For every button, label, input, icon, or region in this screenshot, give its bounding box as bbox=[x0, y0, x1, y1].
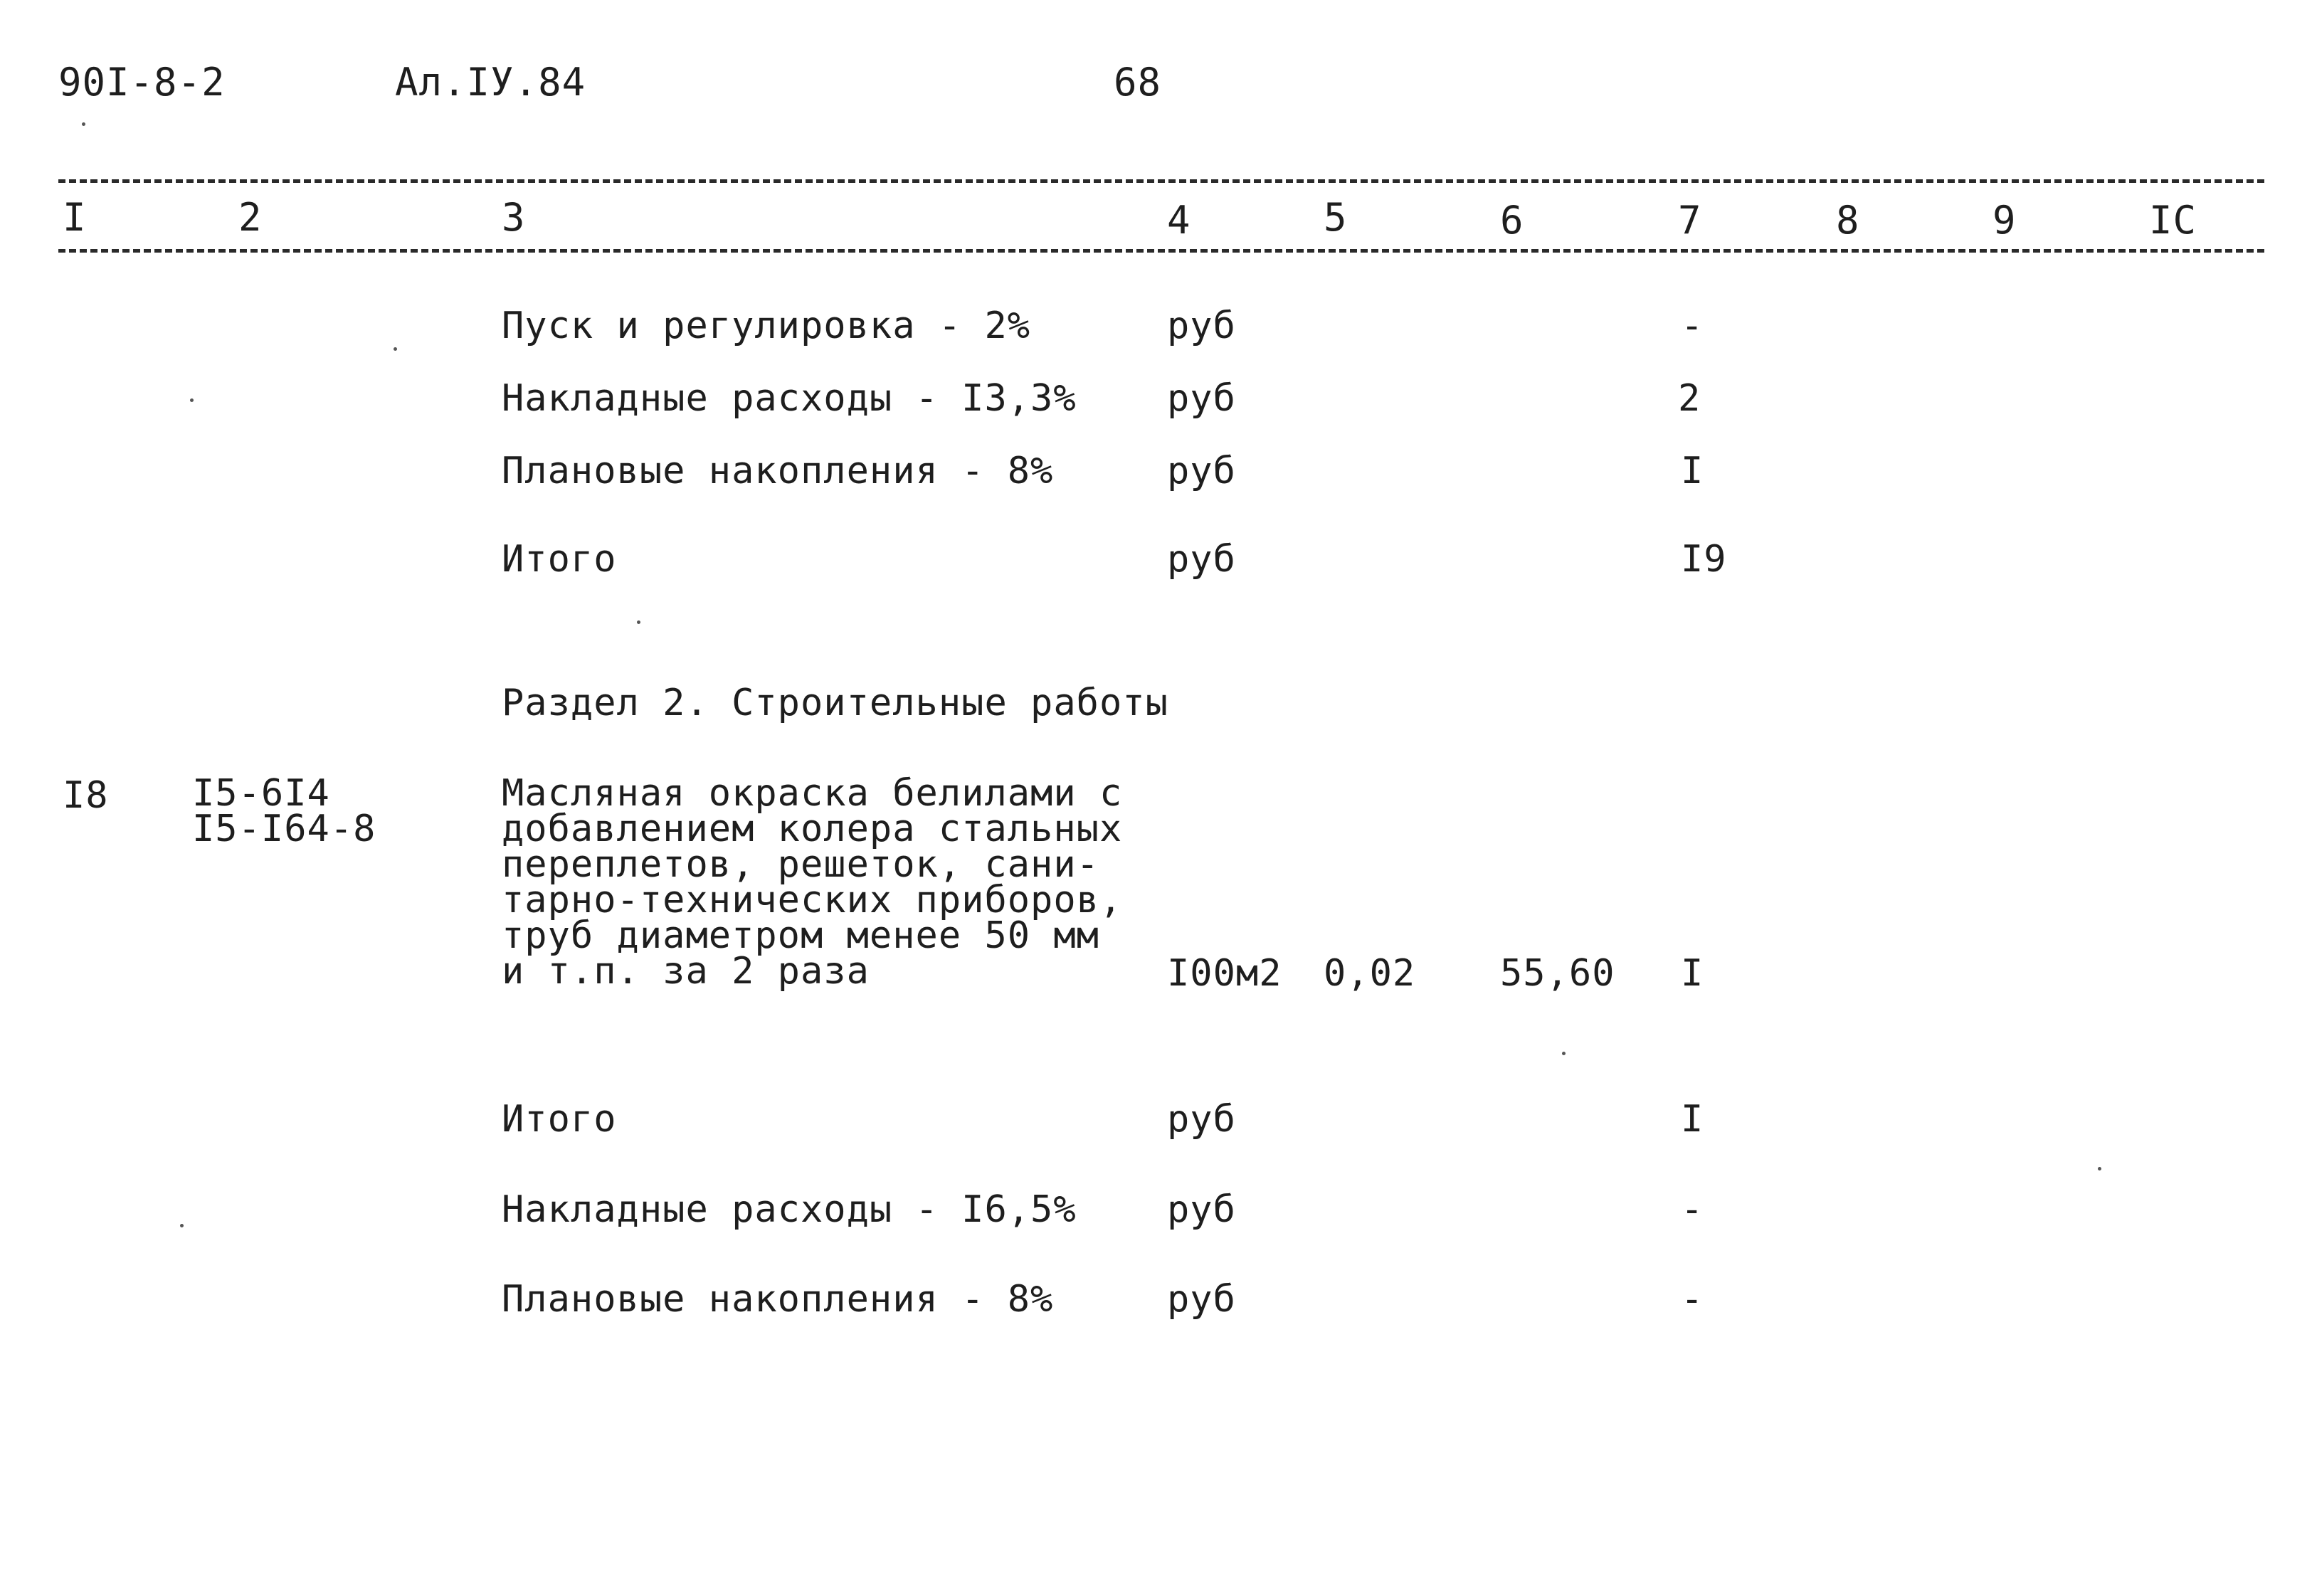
row-description: Накладные расходы - I3,3% bbox=[502, 377, 1077, 420]
row-col7-value: I9 bbox=[1681, 538, 1727, 581]
column-header-3: 3 bbox=[502, 195, 526, 240]
row-unit: руб bbox=[1167, 1188, 1236, 1231]
row-unit: I00м2 bbox=[1167, 952, 1282, 995]
row-unit: руб bbox=[1167, 1098, 1236, 1141]
column-header-9: 9 bbox=[1992, 198, 2017, 243]
row-norm-codes: I5-6I4 I5-I64-8 bbox=[192, 772, 376, 850]
row-unit: руб bbox=[1167, 1278, 1236, 1321]
row-col5-value: 0,02 bbox=[1324, 952, 1416, 995]
doc-code: 90I-8-2 bbox=[58, 60, 226, 105]
row-description: Пуск и регулировка - 2% bbox=[502, 305, 1031, 347]
album-ref: Ал.IУ.84 bbox=[395, 60, 586, 105]
row-unit: руб bbox=[1167, 450, 1236, 492]
row-description: Накладные расходы - I6,5% bbox=[502, 1188, 1077, 1231]
scan-speck bbox=[2098, 1167, 2101, 1170]
column-header-4: 4 bbox=[1167, 198, 1191, 243]
row-col6-value: 55,60 bbox=[1500, 952, 1615, 995]
row-col7-value: - bbox=[1681, 305, 1704, 347]
column-header-5: 5 bbox=[1324, 195, 1348, 240]
column-header-1: I bbox=[63, 195, 87, 240]
row-description: Плановые накопления - 8% bbox=[502, 450, 1054, 492]
row-description: Плановые накопления - 8% bbox=[502, 1278, 1054, 1321]
row-description: Масляная окраска белилами с добавлением колера стальных переплетов, решеток, сани- тарно-технических приборов, труб диаметром менее 50 мм и т.п. за 2 раза bbox=[502, 772, 1123, 993]
table-rule-bottom bbox=[58, 249, 2264, 253]
scan-speck bbox=[1562, 1052, 1566, 1055]
scan-speck bbox=[190, 398, 194, 402]
column-header-8: 8 bbox=[1836, 198, 1860, 243]
column-header-10: IC bbox=[2149, 198, 2197, 243]
row-number: I8 bbox=[63, 774, 109, 817]
row-col7-value: I bbox=[1681, 952, 1704, 995]
table-rule-top bbox=[58, 179, 2264, 183]
row-col7-value: - bbox=[1681, 1188, 1704, 1231]
row-unit: руб bbox=[1167, 538, 1236, 581]
row-unit: руб bbox=[1167, 377, 1236, 420]
scan-speck bbox=[394, 347, 397, 351]
row-unit: руб bbox=[1167, 305, 1236, 347]
row-description: Итого bbox=[502, 1098, 617, 1141]
column-header-2: 2 bbox=[238, 195, 263, 240]
row-col7-value: I bbox=[1681, 450, 1704, 492]
page-number: 68 bbox=[1114, 60, 1162, 105]
row-col7-value: I bbox=[1681, 1098, 1704, 1141]
row-col7-value: 2 bbox=[1678, 377, 1701, 420]
scan-speck bbox=[180, 1224, 184, 1227]
column-header-7: 7 bbox=[1678, 198, 1702, 243]
column-header-6: 6 bbox=[1500, 198, 1524, 243]
scan-speck bbox=[82, 122, 85, 126]
scan-speck bbox=[637, 620, 640, 624]
section-title: Раздел 2. Строительные работы bbox=[502, 682, 1168, 724]
row-col7-value: - bbox=[1681, 1278, 1704, 1321]
row-description: Итого bbox=[502, 538, 617, 581]
